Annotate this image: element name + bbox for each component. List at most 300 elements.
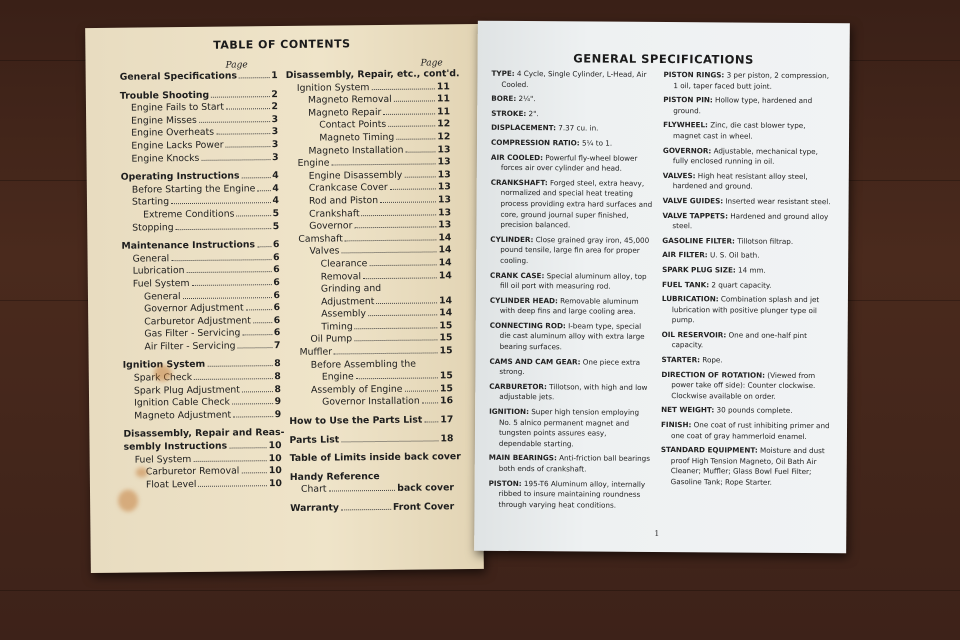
spec-value: 14 mm. — [735, 265, 766, 275]
toc-entry-page: 3 — [271, 151, 279, 163]
spec-entry — [662, 250, 834, 262]
spec-entry — [490, 321, 652, 354]
toc-entry-title: Carburetor Adjustment — [144, 315, 251, 328]
spec-label: FUEL TANK: — [661, 279, 710, 289]
toc-leader-dots — [371, 88, 434, 90]
toc-entry-page: 9 — [274, 408, 282, 420]
spec-entry — [663, 146, 835, 168]
spec-value: Forged steel, extra heavy, normalized and special heat treating process providing extra hard surfaces and core, ground journal super finished, precision balanced. — [500, 177, 653, 230]
toc-entry-title: Assembly of Engine — [310, 383, 403, 396]
toc-leader-dots — [345, 239, 437, 241]
spec-label: CONNECTING ROD: — [489, 320, 566, 331]
spec-entry — [662, 294, 834, 327]
spec-label: DISPLACEMENT: — [491, 123, 557, 133]
toc-entry-title: General — [143, 290, 181, 302]
spec-value: 5¼ to 1. — [579, 138, 613, 148]
spec-value: One piece extra strong. — [499, 357, 641, 377]
toc-entry-title: Before Assembling the — [310, 358, 416, 371]
toc-entry-page: 13 — [437, 169, 451, 181]
toc-entry-title: Engine Overheats — [131, 127, 215, 139]
spec-entry — [491, 94, 653, 106]
toc-entry-page: 3 — [271, 113, 279, 125]
toc-leader-dots — [394, 101, 435, 102]
toc-entry-page: 6 — [272, 239, 280, 251]
toc-entry-page: 15 — [439, 383, 454, 395]
spec-label: GASOLINE FILTER: — [662, 235, 735, 246]
toc-entry-title: Operating Instructions — [120, 170, 240, 183]
toc-entry-title: Rod and Piston — [308, 194, 379, 207]
toc-entry-title: Camshaft — [298, 233, 343, 245]
spec-value: U. S. Oil bath. — [707, 250, 760, 260]
toc-leader-dots — [341, 509, 391, 511]
toc-leader-dots — [236, 215, 270, 216]
toc-entry-page: 12 — [437, 131, 451, 143]
spec-entry — [661, 405, 833, 417]
toc-entry-page: 3 — [271, 139, 279, 151]
toc-entry-page: 14 — [438, 244, 452, 256]
spec-value: Anti-friction ball bearings both ends of crankshaft. — [498, 453, 650, 474]
toc-leader-dots — [342, 252, 437, 254]
spec-label: DIRECTION OF ROTATION: — [661, 369, 766, 380]
toc-entry-page: 8 — [274, 383, 282, 395]
toc-entry-page: 14 — [438, 257, 452, 269]
toc-entry-title: Warranty — [290, 502, 340, 514]
toc-entry-page: back cover — [397, 482, 455, 495]
toc-entry-title: Oil Pump — [310, 333, 353, 346]
toc-entry-page: 3 — [271, 126, 279, 138]
toc-entry-title: Governor Installation — [322, 396, 420, 409]
spec-entry — [662, 265, 834, 277]
toc-entry-title: Handy Reference — [289, 470, 380, 483]
spec-value: 2¼". — [516, 94, 536, 104]
toc-leader-dots — [341, 440, 438, 442]
spec-label: VALVES: — [662, 170, 696, 180]
toc-entry-title: Stopping — [132, 221, 174, 234]
toc-leader-dots — [241, 472, 267, 473]
toc-leader-dots — [171, 202, 270, 204]
wood-grain — [0, 590, 960, 591]
toc-entry-page: 5 — [272, 207, 280, 220]
spec-entry — [489, 382, 651, 404]
toc-entry-page: Front Cover — [392, 501, 455, 513]
toc-entry-title: Magneto Timing — [319, 131, 395, 144]
spec-entry — [662, 211, 834, 233]
spec-label: PISTON RINGS: — [663, 70, 725, 80]
toc-leader-dots — [383, 290, 450, 291]
toc-leader-dots — [171, 259, 271, 261]
toc-entry-title: Engine Knocks — [131, 152, 200, 165]
toc-entry-page: 10 — [268, 440, 282, 452]
toc-entry-title: Governor — [309, 220, 353, 232]
spec-label: COMPRESSION RATIO: — [490, 137, 580, 148]
spec-label: CRANKSHAFT: — [490, 177, 548, 187]
page-number: 1 — [654, 528, 660, 538]
toc-entry-page: 13 — [438, 206, 452, 218]
spec-label: IGNITION: — [489, 406, 530, 417]
page-column-header: Page — [420, 58, 443, 69]
toc-entry-page: 15 — [439, 320, 453, 332]
toc-leader-dots — [363, 277, 437, 279]
spec-value: Inserted wear resistant steel. — [723, 196, 831, 207]
toc-entry-page: 11 — [436, 93, 450, 105]
specs-left-column — [488, 69, 653, 515]
spec-value: (Viewed from power take off side): Counter clockwise. Clockwise available on order. — [671, 370, 816, 401]
stain — [154, 365, 172, 381]
toc-leader-dots — [229, 447, 266, 448]
toc-entry-page: 4 — [272, 195, 280, 207]
toc-entry-page: 16 — [440, 395, 454, 407]
stain — [118, 490, 138, 512]
toc-entry-page: 7 — [273, 339, 281, 351]
spec-entry — [489, 453, 651, 475]
spec-value: Close grained gray iron, 45,000 pound tensile, large fin area for proper cooling. — [500, 234, 650, 265]
toc-leader-dots — [405, 151, 435, 152]
toc-entry-title: Crankshaft — [309, 207, 360, 220]
spec-label: SPARK PLUG SIZE: — [662, 264, 736, 275]
spec-entry — [491, 123, 653, 135]
toc-leader-dots — [242, 334, 272, 335]
spec-entry — [489, 407, 651, 451]
toc-entry-title: Table of Limits inside back cover — [289, 451, 461, 465]
spec-value: 195-T6 Aluminum alloy, internally ribbed to insure maintaining roundness through varying heat conditions. — [498, 478, 646, 510]
spec-label: VALVE TAPPETS: — [662, 210, 729, 220]
spec-entry — [661, 370, 833, 403]
spec-entry — [491, 69, 653, 91]
toc-entry-title: Clearance — [320, 258, 368, 270]
toc-entry-title: How to Use the Parts List — [289, 414, 423, 427]
toc-entry-page: 1 — [271, 70, 278, 82]
toc-entry-title: Engine — [321, 371, 354, 383]
spec-value: Tillotson, with high and low adjustable jets. — [499, 382, 648, 402]
toc-entry-title: Governor Adjustment — [144, 302, 244, 315]
toc-leader-dots — [396, 138, 435, 139]
toc-entry-page: 11 — [436, 80, 450, 92]
toc-entry-page: 15 — [439, 332, 453, 344]
spec-value: Powerful fly-wheel blower forces air over cylinder and head. — [500, 152, 638, 173]
spec-value: Combination splash and jet lubrication with positive plunger type oil pump. — [671, 294, 820, 325]
toc-entry-title: Extreme Conditions — [143, 208, 235, 221]
toc-leader-dots — [216, 134, 270, 136]
general-specifications-page — [474, 21, 850, 554]
spec-value: One and one-half pint capacity. — [671, 330, 807, 350]
toc-entry-page: 6 — [273, 302, 281, 314]
toc-entry-title: sembly Instructions — [123, 440, 228, 453]
spec-entry — [662, 330, 834, 352]
toc-entry-title: Muffler — [299, 346, 333, 358]
toc-leader-dots — [242, 391, 273, 392]
toc-entry-page: 18 — [440, 432, 454, 444]
toc-leader-dots — [194, 378, 272, 380]
spec-label: STROKE: — [491, 108, 527, 118]
toc-leader-dots — [390, 189, 436, 190]
spec-entry — [662, 236, 834, 248]
toc-entry-title: Magneto Adjustment — [134, 409, 232, 422]
spec-label: PISTON: — [488, 478, 522, 488]
spec-entry — [663, 120, 835, 142]
toc-leader-dots — [199, 121, 270, 123]
toc-entry-title: Fuel System — [134, 453, 192, 466]
toc-leader-dots — [201, 159, 270, 161]
spec-entry — [661, 355, 833, 367]
toc-leader-dots — [369, 264, 436, 266]
spec-entry — [490, 295, 652, 317]
specs-right-column — [661, 70, 836, 493]
page-column-header: Page — [225, 60, 248, 71]
toc-leader-dots — [329, 490, 396, 492]
spec-entry — [662, 280, 834, 292]
spec-label: MAIN BEARINGS: — [488, 453, 557, 463]
toc-entry-page: 6 — [273, 327, 281, 339]
toc-leader-dots — [238, 347, 272, 348]
toc-entry-page: 15 — [439, 370, 453, 382]
spec-entry — [491, 109, 653, 121]
toc-leader-dots — [211, 96, 269, 98]
spec-label: CYLINDER HEAD: — [489, 295, 558, 305]
spec-label: CYLINDER: — [490, 234, 534, 244]
spec-label: LUBRICATION: — [661, 294, 719, 304]
spec-label: FINISH: — [661, 420, 692, 430]
spec-label: STARTER: — [661, 355, 701, 365]
toc-leader-dots — [226, 146, 270, 147]
toc-leader-dots — [380, 201, 436, 203]
toc-leader-dots — [354, 340, 437, 342]
toc-entry — [124, 478, 282, 492]
toc-entry-title: Contact Points — [319, 119, 387, 132]
toc-entry-page: 10 — [268, 465, 282, 477]
spec-label: AIR COOLED: — [490, 152, 544, 162]
toc-leader-dots — [383, 113, 435, 115]
toc-entry-title: Engine Fails to Start — [130, 101, 225, 114]
toc-leader-dots — [193, 460, 266, 462]
toc-leader-dots — [388, 126, 435, 127]
toc-entry-page: 14 — [438, 269, 452, 281]
spec-value: Hollow type, hardened and ground. — [673, 95, 813, 116]
toc-entry-page: 6 — [273, 264, 280, 276]
spec-value: Super high tension employing No. 5 alnico permanent magnet and tungsten points assures easy, dependable starting. — [498, 407, 640, 449]
toc-entry-title: Disassembly, Repair, etc., cont'd. — [285, 68, 460, 81]
toc-leader-dots — [198, 485, 267, 487]
toc-leader-dots — [253, 322, 272, 323]
toc-entry-title: Maintenance Instructions — [121, 239, 256, 252]
spec-entry — [488, 478, 650, 511]
toc-leader-dots — [257, 246, 271, 247]
toc-leader-dots — [424, 421, 438, 422]
toc-entry-page: 2 — [271, 101, 279, 113]
toc-leader-dots — [232, 403, 273, 404]
spec-label: NET WEIGHT: — [661, 405, 715, 415]
toc-leader-dots — [422, 403, 438, 404]
spec-value: Rope. — [699, 355, 723, 365]
toc-leader-dots — [233, 416, 273, 417]
spec-value: 3 per piston, 2 compression, 1 oil, taper faced butt joint. — [673, 70, 830, 91]
spec-entry — [489, 356, 651, 378]
spec-value: Adjustable, mechanical type, fully enclosed running in oil. — [672, 145, 818, 166]
toc-entry-title: Gas Filter - Servicing — [144, 327, 241, 340]
spec-value: 2 quart capacity. — [709, 279, 772, 290]
toc-entry — [290, 501, 454, 515]
toc-leader-dots — [187, 271, 272, 273]
toc-leader-dots — [331, 164, 435, 166]
spec-value: 2". — [526, 108, 539, 118]
spec-value: High heat resistant alloy steel, hardened and ground. — [672, 170, 808, 191]
toc-entry-page: 8 — [274, 358, 281, 370]
toc-entry-page: 6 — [273, 251, 280, 263]
toc-entry-title: Disassembly, Repair and Reas- — [123, 427, 285, 441]
toc-entry-page: 13 — [437, 143, 451, 155]
spec-entry — [491, 138, 653, 150]
spec-value: Tillotson filtrap. — [734, 236, 794, 246]
toc-entry-title: Assembly — [321, 308, 367, 320]
spec-entry — [663, 70, 835, 92]
toc-entry-title: Crankcase Cover — [308, 182, 388, 195]
toc-entry-title: Ignition System — [296, 81, 370, 94]
spec-value: Special aluminum alloy, top fill oil port with measuring rod. — [499, 270, 647, 291]
spec-entry — [663, 95, 835, 117]
toc-entry-page: 11 — [437, 106, 451, 118]
toc-leader-dots — [239, 77, 269, 78]
spec-label: GOVERNOR: — [662, 145, 712, 155]
toc-entry-title: Magneto Repair — [308, 106, 382, 119]
spec-label: VALVE GUIDES: — [662, 195, 724, 206]
spec-value: 4 Cycle, Single Cylinder, L-Head, Air Cooled. — [501, 68, 647, 89]
toc-entry-page: 5 — [272, 220, 280, 232]
spec-entry — [661, 445, 833, 489]
toc-entry-page: 13 — [438, 219, 452, 231]
table-of-contents-page — [85, 24, 484, 573]
spec-label: STANDARD EQUIPMENT: — [660, 445, 758, 455]
spec-label: PISTON PIN: — [663, 95, 713, 105]
spec-value: Removable aluminum with deep fins and large cooling area. — [499, 295, 639, 317]
toc-entry-page: 14 — [439, 307, 453, 319]
spec-value: 7.37 cu. in. — [555, 123, 599, 133]
toc-entry-page: 15 — [439, 345, 453, 357]
spec-value: I-beam type, special die cast aluminum alloy with extra large bearing surfaces. — [499, 321, 645, 352]
spec-entry — [663, 171, 835, 193]
toc-entry-title: Air Filter - Servicing — [144, 340, 236, 353]
toc-entry-page: 6 — [273, 289, 281, 301]
toc-leader-dots — [382, 478, 452, 479]
toc-entry-page: 13 — [437, 156, 451, 168]
toc-entry-title: Timing — [321, 321, 353, 333]
toc-leader-dots — [257, 190, 270, 191]
specs-title: GENERAL SPECIFICATIONS — [573, 51, 754, 67]
toc-entry-title: Engine Disassembly — [308, 169, 403, 182]
toc-entry-page: 8 — [274, 371, 281, 383]
toc-entry-title: Spark Check — [133, 372, 193, 384]
toc-entry-title: Chart — [300, 483, 327, 496]
toc-leader-dots — [356, 378, 438, 380]
spec-entry — [490, 270, 652, 292]
toc-entry-page: 9 — [274, 396, 282, 408]
spec-label: AIR FILTER: — [662, 250, 708, 260]
toc-entry-page: 10 — [268, 452, 282, 464]
toc-leader-dots — [176, 228, 271, 230]
toc-leader-dots — [192, 284, 272, 286]
toc-entry-title: Before Starting the Engine — [131, 183, 256, 196]
toc-entry-page: 13 — [437, 181, 451, 193]
spec-entry — [490, 235, 652, 268]
spec-label: FLYWHEEL: — [663, 120, 708, 130]
toc-entry-page: 4 — [272, 170, 279, 182]
toc-entry-title: Parts List — [289, 434, 340, 446]
spec-value: Hardened and ground alloy steel. — [672, 210, 829, 231]
toc-entry-title: Starting — [131, 196, 170, 208]
toc-entry-title: Adjustment — [320, 295, 375, 308]
spec-label: TYPE: — [491, 68, 515, 78]
spec-label: BORE: — [491, 93, 517, 104]
toc-entry-title: Magneto Removal — [307, 94, 392, 106]
toc-entry-page: 14 — [438, 231, 452, 244]
toc-leader-dots — [362, 214, 437, 216]
toc-entry-title: Removal — [320, 270, 362, 283]
toc-entry-page: 2 — [271, 88, 278, 100]
toc-entry-page: 13 — [437, 194, 452, 206]
toc-leader-dots — [368, 315, 437, 317]
toc-leader-dots — [376, 302, 437, 304]
spec-value: Moisture and dust proof High Tension Magneto, Oil Bath Air Cleaner; Muffler; Glass Bowl Fuel Filter; Gasoline Tank; Rope Starter. — [670, 445, 825, 487]
toc-entry-title: Grinding and — [320, 283, 382, 295]
spec-entry — [491, 152, 653, 174]
toc-entry-page: 6 — [273, 276, 280, 289]
toc-leader-dots — [355, 327, 438, 329]
toc-leader-dots — [404, 176, 435, 177]
toc-entry-title: Ignition System — [122, 359, 206, 372]
toc-leader-dots — [207, 366, 272, 368]
toc-entry-title: Ignition Cable Check — [134, 396, 230, 409]
toc-entry-title: Lubrication — [132, 265, 185, 277]
spec-label: OIL RESERVOIR: — [661, 329, 727, 340]
toc-entry-page: 10 — [268, 477, 282, 489]
toc-leader-dots — [246, 309, 272, 310]
spec-entry — [663, 196, 835, 208]
toc-entry-title: Magneto Installation — [308, 144, 404, 157]
spec-value: One coat of rust inhibiting primer and one coat of gray hammerloid enamel. — [670, 420, 830, 441]
toc-entry-title: Carburetor Removal — [145, 465, 240, 478]
spec-entry — [661, 420, 833, 442]
toc-right-column — [285, 68, 461, 515]
toc-leader-dots — [183, 297, 272, 299]
toc-entry-page: 14 — [439, 294, 453, 307]
toc-entry-title: General — [132, 252, 170, 265]
toc-entry-title: Engine — [297, 157, 330, 170]
stain — [136, 467, 148, 477]
toc-entry-title: Trouble Shooting — [119, 89, 210, 102]
spec-label: CAMS AND CAM GEAR: — [489, 356, 581, 367]
toc-entry-title: Engine Misses — [131, 114, 197, 127]
toc-leader-dots — [242, 177, 271, 178]
toc-entry-page: 4 — [272, 182, 279, 194]
toc-leader-dots — [226, 108, 270, 109]
toc-title: TABLE OF CONTENTS — [213, 37, 351, 52]
toc-entry-page: 6 — [273, 314, 281, 326]
toc-left-column — [119, 70, 285, 492]
toc-entry-title: Valves — [309, 245, 340, 258]
toc-entry-title: Float Level — [145, 478, 197, 491]
spec-value: Zinc, die cast blower type, magnet cast in wheel. — [673, 120, 806, 141]
toc-entry-title: Fuel System — [132, 277, 190, 290]
spec-entry — [490, 178, 652, 232]
toc-entry-title: Engine Lacks Power — [131, 139, 224, 152]
spec-label: CRANK CASE: — [490, 270, 545, 280]
toc-leader-dots — [354, 227, 436, 229]
toc-entry-page: 12 — [437, 118, 451, 130]
toc-leader-dots — [405, 390, 439, 391]
toc-entry-page: 17 — [440, 414, 454, 426]
toc-leader-dots — [334, 352, 438, 354]
toc-entry-title: General Specifications — [119, 70, 238, 83]
spec-label: CARBURETOR: — [489, 381, 547, 392]
spec-value: 30 pounds complete. — [714, 405, 793, 416]
